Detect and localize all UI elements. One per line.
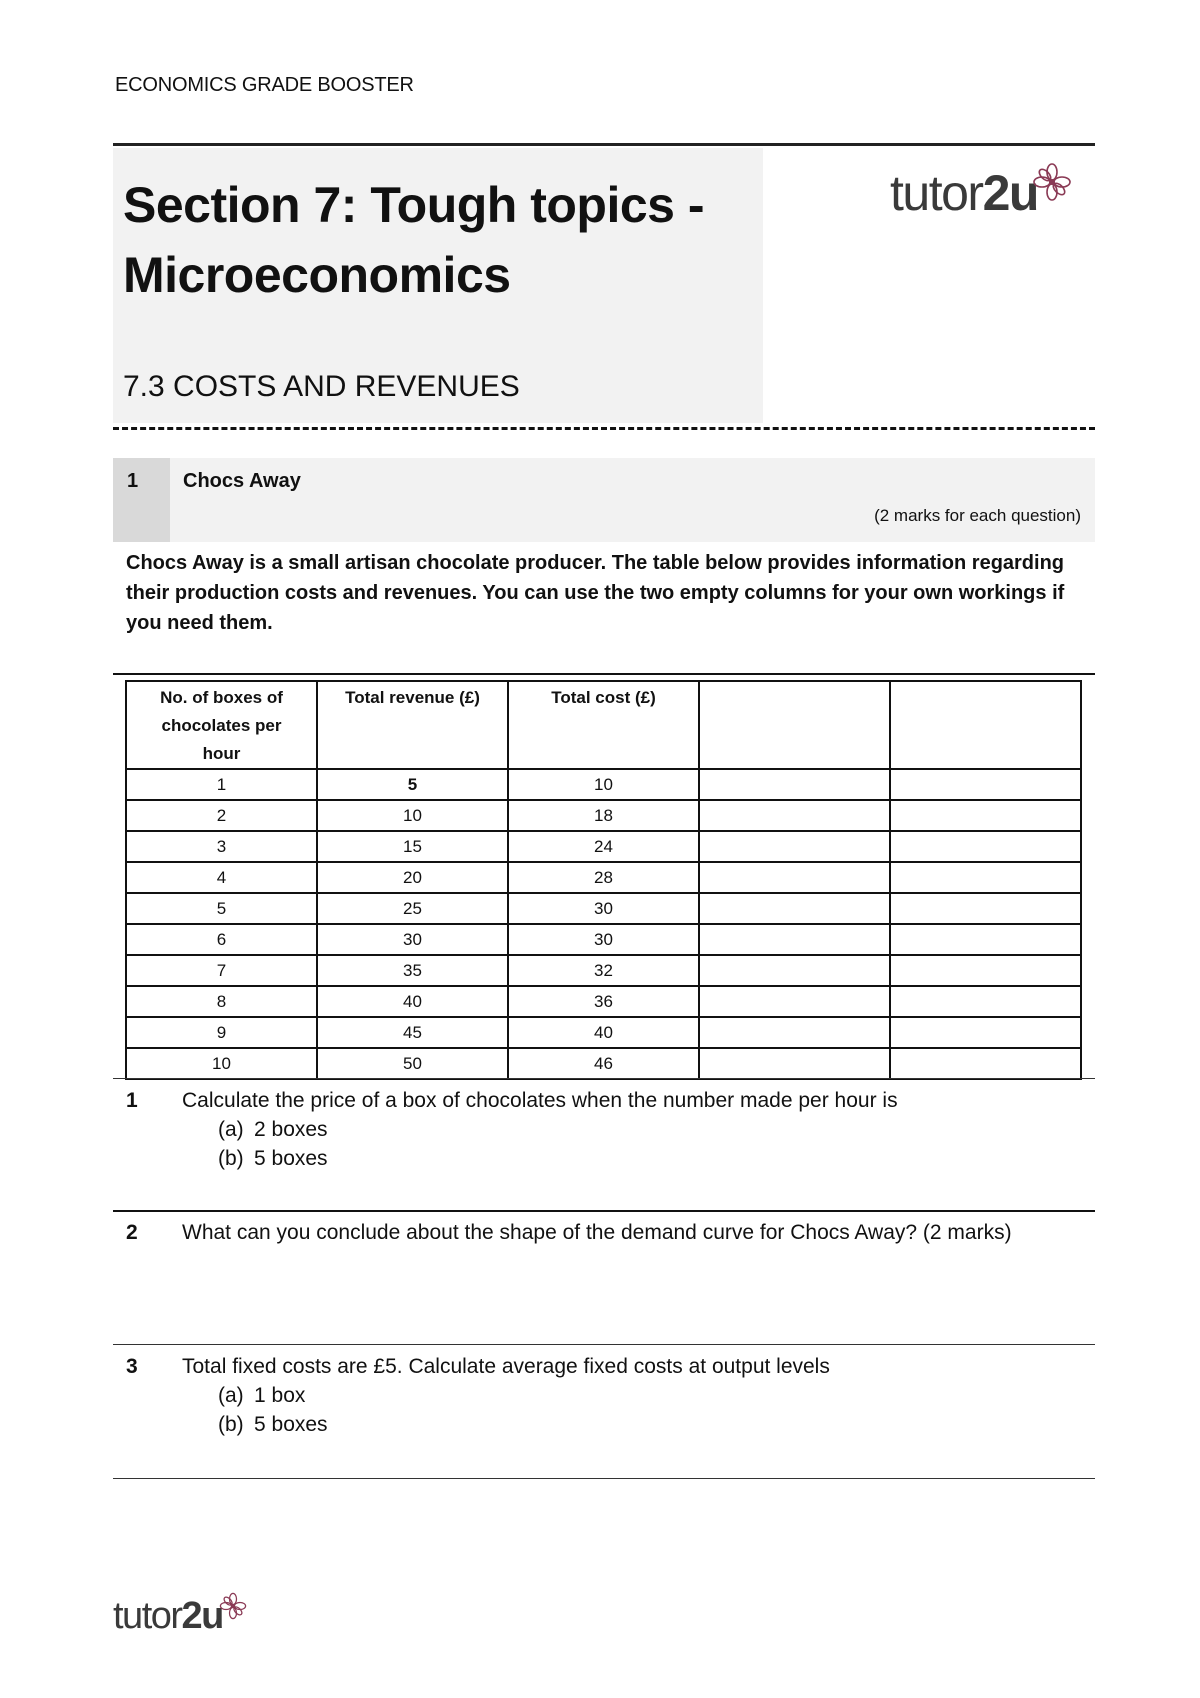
question-header (113, 458, 1095, 542)
divider (113, 1344, 1095, 1345)
header-total-cost: Total cost (£) (508, 681, 699, 769)
cell-boxes: 6 (126, 924, 317, 955)
table-row (126, 1017, 1081, 1048)
cell-revenue: 35 (317, 955, 508, 986)
cell-workings[interactable] (890, 831, 1081, 862)
question-number: 3 (126, 1355, 138, 1378)
table-row (126, 831, 1081, 862)
cell-workings[interactable] (890, 955, 1081, 986)
cell-workings[interactable] (699, 924, 890, 955)
logo-text-a: tutor (890, 165, 983, 221)
title-line-1: Section 7: Tough topics - (123, 177, 705, 233)
cell-cost: 24 (508, 831, 699, 862)
cell-workings[interactable] (890, 986, 1081, 1017)
cell-workings[interactable] (699, 862, 890, 893)
cell-revenue: 10 (317, 800, 508, 831)
cell-revenue: 45 (317, 1017, 508, 1048)
title-box (113, 148, 763, 423)
cell-cost: 30 (508, 893, 699, 924)
table-header-row (126, 681, 1081, 769)
sub-question: (a) 1 box (218, 1384, 306, 1407)
cell-workings[interactable] (699, 1017, 890, 1048)
cell-revenue: 5 (317, 769, 508, 800)
question-text: What can you conclude about the shape of the demand curve for Chocs Away? (2 marks) (182, 1221, 1012, 1244)
cell-workings[interactable] (890, 769, 1081, 800)
sub-question: (b) 5 boxes (218, 1413, 328, 1436)
question-number: 1 (127, 470, 139, 492)
divider (113, 1210, 1095, 1212)
cell-revenue: 25 (317, 893, 508, 924)
cell-cost: 18 (508, 800, 699, 831)
cell-workings[interactable] (699, 769, 890, 800)
cell-cost: 36 (508, 986, 699, 1017)
tutor2u-logo (890, 158, 1072, 228)
question-number-cell (113, 458, 170, 542)
title-line-2: Microeconomics (123, 247, 511, 303)
cost-revenue-table (125, 680, 1082, 1080)
cell-cost: 46 (508, 1048, 699, 1079)
cell-cost: 32 (508, 955, 699, 986)
cell-workings[interactable] (699, 986, 890, 1017)
cell-revenue: 30 (317, 924, 508, 955)
intro-paragraph: Chocs Away is a small artisan chocolate producer. The table below provides information regarding their production costs and revenues. You can use the two empty columns for your own workings if you need them. (126, 552, 1065, 634)
cell-boxes: 1 (126, 769, 317, 800)
flower-icon (219, 1592, 247, 1620)
cell-boxes: 2 (126, 800, 317, 831)
cell-cost: 10 (508, 769, 699, 800)
header-workings-1 (699, 681, 890, 769)
logo-text-b: 2u (982, 165, 1038, 221)
dashed-divider (113, 427, 1095, 430)
cell-boxes: 4 (126, 862, 317, 893)
flower-icon (1032, 162, 1072, 202)
cell-workings[interactable] (699, 893, 890, 924)
table-row (126, 924, 1081, 955)
cell-workings[interactable] (699, 800, 890, 831)
logo-text-b: 2u (181, 1595, 223, 1637)
footer-logo (113, 1590, 247, 1642)
cell-boxes: 9 (126, 1017, 317, 1048)
table-row (126, 769, 1081, 800)
cell-boxes: 3 (126, 831, 317, 862)
cell-workings[interactable] (890, 924, 1081, 955)
cell-workings[interactable] (699, 955, 890, 986)
cell-boxes: 5 (126, 893, 317, 924)
sub-question: (b) 5 boxes (218, 1147, 328, 1170)
cell-boxes: 10 (126, 1048, 317, 1079)
cell-cost: 40 (508, 1017, 699, 1048)
question-text: Calculate the price of a box of chocolates when the number made per hour is (182, 1089, 898, 1112)
cell-workings[interactable] (890, 893, 1081, 924)
cell-workings[interactable] (890, 800, 1081, 831)
question-text: Total fixed costs are £5. Calculate average fixed costs at output levels (182, 1355, 830, 1378)
table-row (126, 955, 1081, 986)
header-workings-2 (890, 681, 1081, 769)
table-row (126, 800, 1081, 831)
table-row (126, 893, 1081, 924)
cell-workings[interactable] (699, 1048, 890, 1079)
table-row (126, 1048, 1081, 1079)
cell-boxes: 8 (126, 986, 317, 1017)
cell-workings[interactable] (890, 1017, 1081, 1048)
sub-question-list (218, 1381, 328, 1439)
top-divider (113, 143, 1095, 146)
cell-revenue: 20 (317, 862, 508, 893)
cell-revenue: 50 (317, 1048, 508, 1079)
document-header: ECONOMICS GRADE BOOSTER (115, 74, 414, 96)
cell-revenue: 15 (317, 831, 508, 862)
logo-text-a: tutor (113, 1595, 182, 1637)
cell-boxes: 7 (126, 955, 317, 986)
header-boxes: No. of boxes of chocolates per hour (126, 681, 317, 769)
page-title (123, 170, 704, 310)
cell-workings[interactable] (699, 831, 890, 862)
divider (113, 1478, 1095, 1479)
divider (113, 1078, 1095, 1079)
marks-note: (2 marks for each question) (874, 506, 1081, 525)
question-number: 2 (126, 1221, 138, 1244)
cell-cost: 30 (508, 924, 699, 955)
header-total-revenue: Total revenue (£) (317, 681, 508, 769)
section-subtitle: 7.3 COSTS AND REVENUES (123, 370, 520, 403)
question-number: 1 (126, 1089, 138, 1112)
table-row (126, 862, 1081, 893)
table-row (126, 986, 1081, 1017)
cell-revenue: 40 (317, 986, 508, 1017)
sub-question-list (218, 1115, 328, 1173)
question-title: Chocs Away (183, 470, 301, 492)
sub-question: (a) 2 boxes (218, 1118, 328, 1141)
cell-cost: 28 (508, 862, 699, 893)
cell-workings[interactable] (890, 862, 1081, 893)
cell-workings[interactable] (890, 1048, 1081, 1079)
divider (113, 673, 1095, 675)
